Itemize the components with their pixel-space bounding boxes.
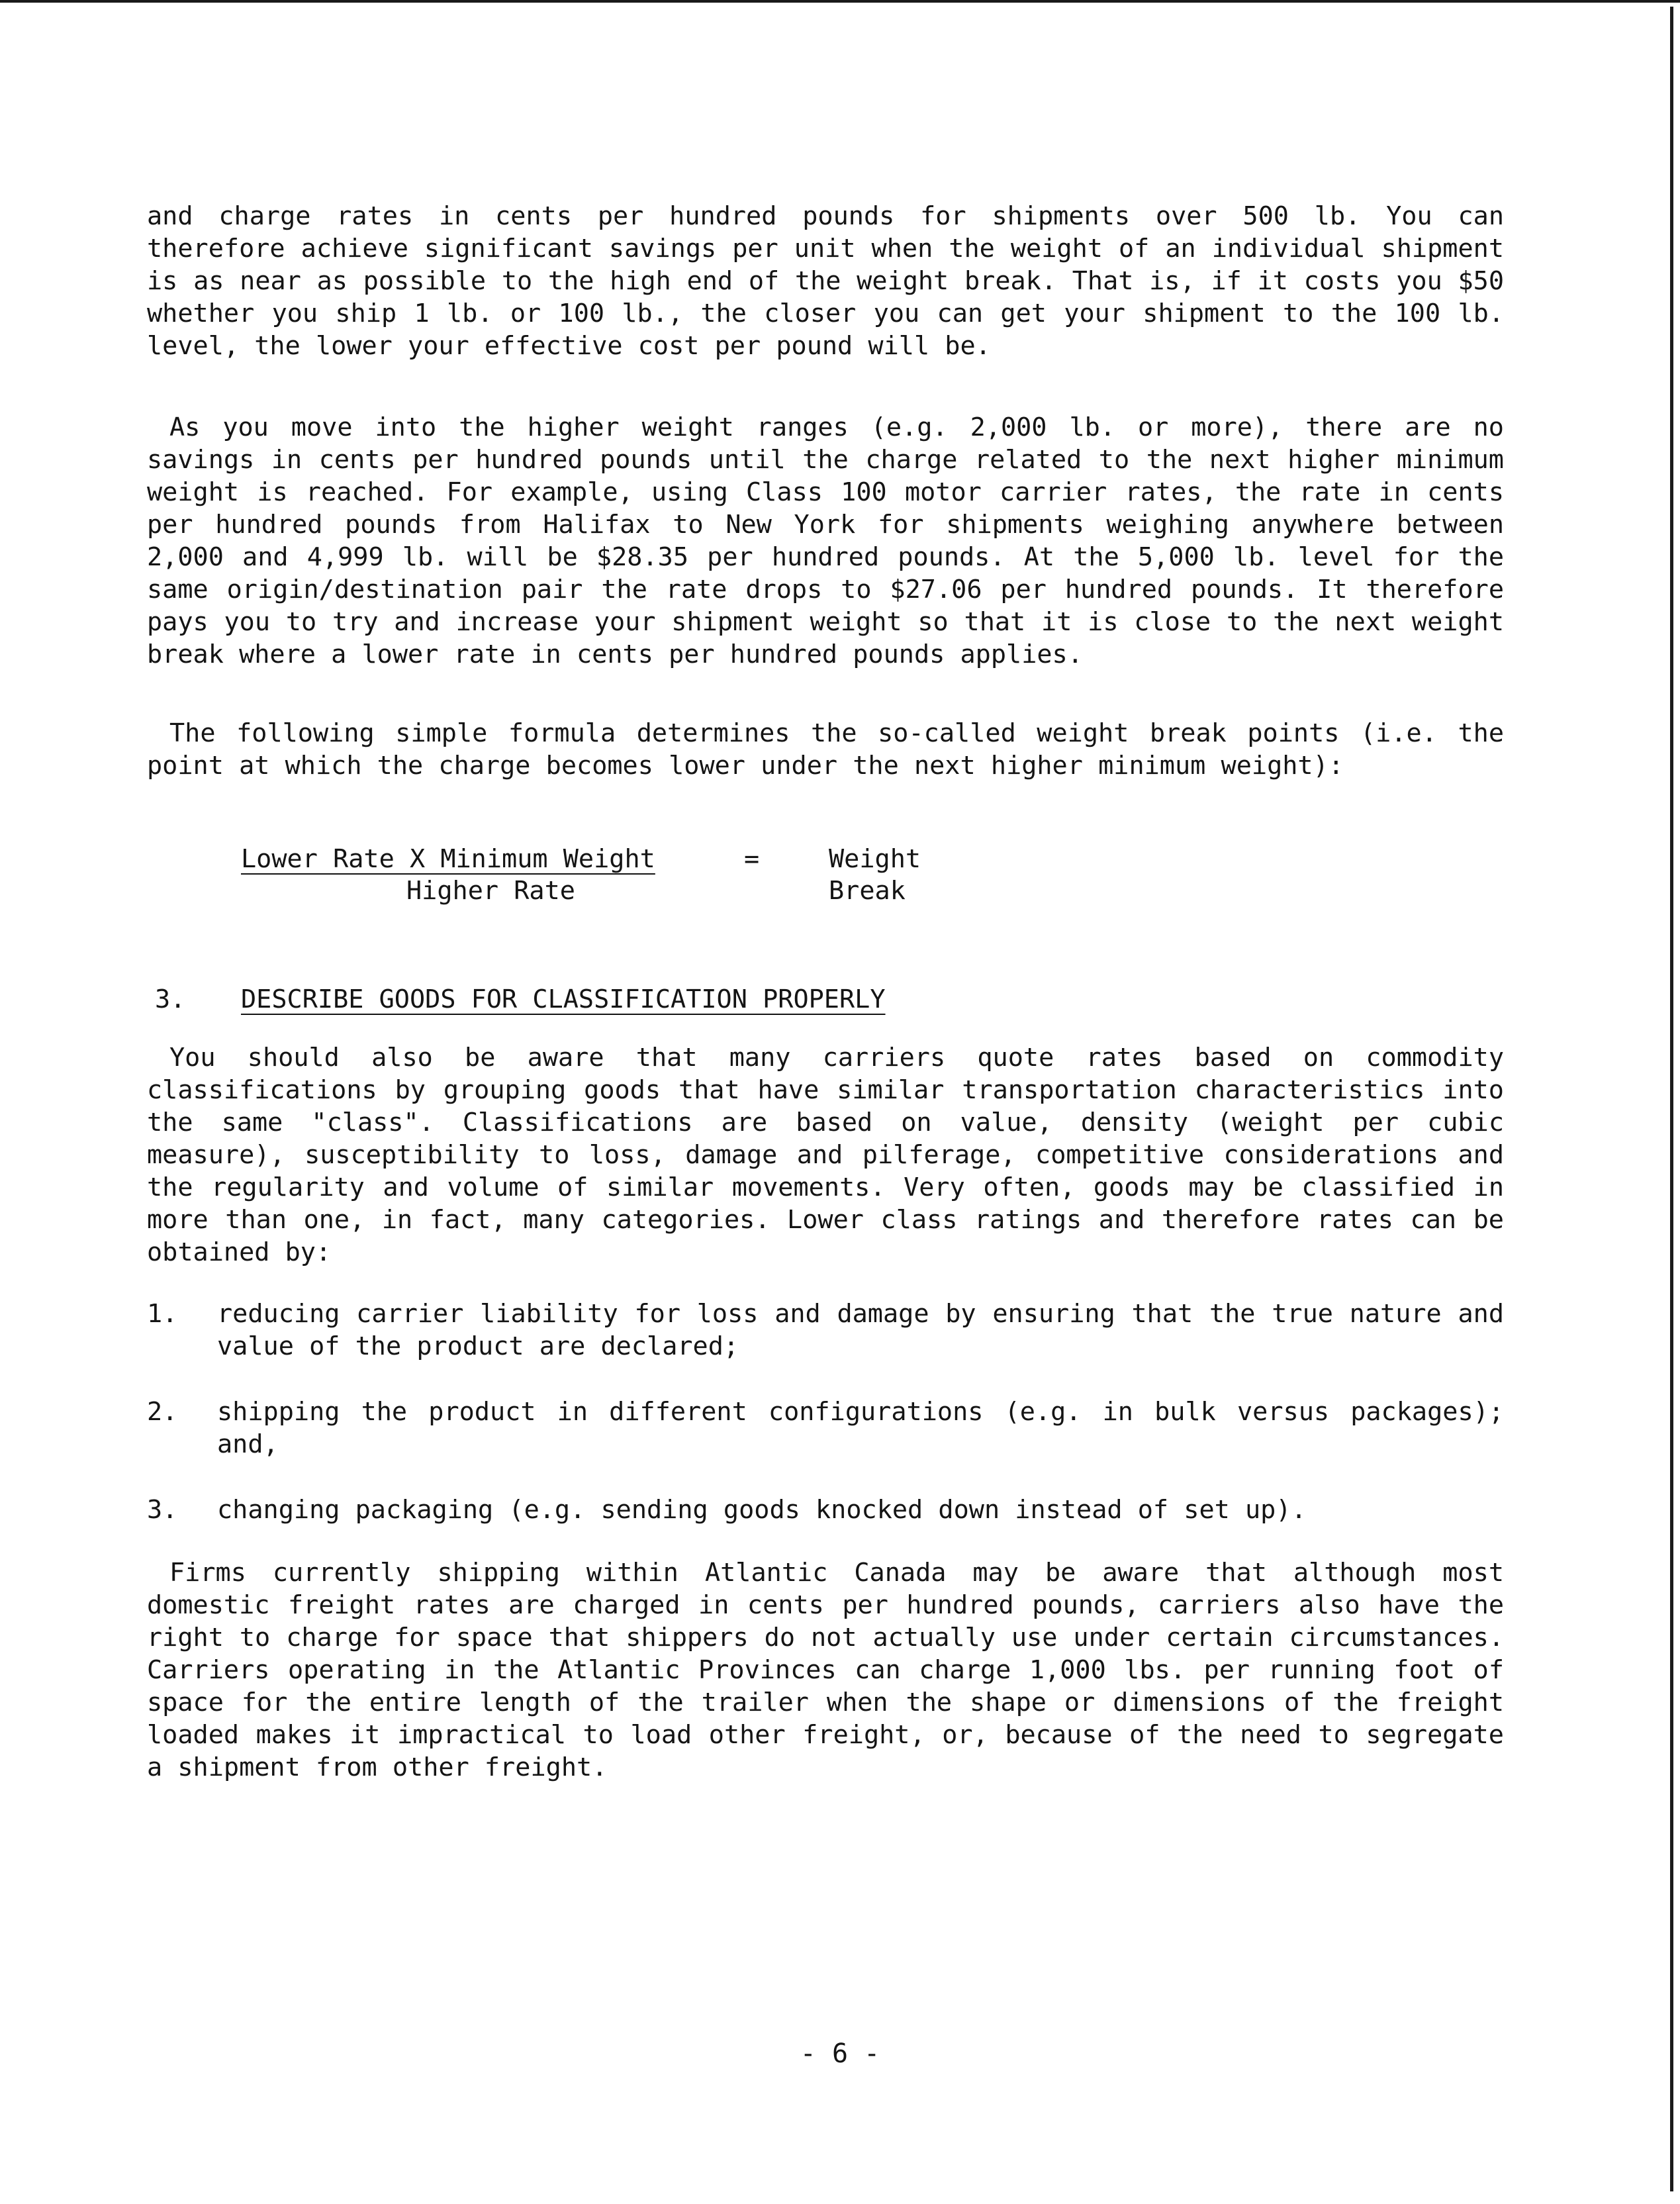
section-number: 3. [155,984,186,1014]
weight-break-formula [147,843,1504,935]
list-item-number: 3. [147,1495,178,1525]
list-item [147,1396,1504,1461]
list-item-text: shipping the product in different configurations (e.g. in bulk versus packages); and, [217,1397,1504,1459]
top-scan-border [0,0,1680,3]
document-page [147,200,1504,1784]
list-item-text: changing packaging (e.g. sending goods knocked down instead of set up). [217,1495,1307,1525]
list-item [147,1494,1504,1526]
page-number: - 6 - [800,2038,880,2069]
section-heading [147,983,1504,1023]
list-item-number: 2. [147,1397,178,1427]
formula-equals-sign: = [744,844,760,874]
list-item-number: 1. [147,1299,178,1329]
list-item-text: reducing carrier liability for loss and damage by ensuring that the true nature and value of the product are declared; [217,1299,1504,1361]
formula-result-line-2: Break [829,876,906,906]
paragraph-weight-savings: and charge rates in cents per hundred pounds for shipments over 500 lb. You can therefore achieve significant savings per unit when the weight of an individual shipment is as near as possible to the high end of the weight break. That is, if it costs you $50 whether you ship 1 lb. or 100 lb., the closer you can get your shipment to the 100 lb. level, the lower your effective cost per pound will be. [147,201,1504,361]
section-title: DESCRIBE GOODS FOR CLASSIFICATION PROPERLY [241,984,886,1014]
paragraph-classification-intro: You should also be aware that many carriers quote rates based on commodity classifications by grouping goods that have similar transportation characteristics into the same "class". Classifications are based on value, density (weight per cubic measure), susceptibility to loss, damage and pilferage, competitive considerations and the regularity and volume of similar movements. Very often, goods may be classified in more than one, in fact, many categories. Lower class ratings and therefore rates can be obtained by: [147,1043,1504,1267]
paragraph-formula-intro: The following simple formula determines the so-called weight break points (i.e. the point at which the charge becomes lower under the next higher minimum weight): [147,718,1504,781]
paragraph-atlantic-canada: Firms currently shipping within Atlantic Canada may be aware that although most domestic freight rates are charged in cents per hundred pounds, carriers also have the right to charge for space that shippers do not actually use under certain circumstances. Carriers operating in the Atlantic Provinces can charge 1,000 lbs. per running foot of space for the entire length of the trailer when the shape or dimensions of the freight loaded makes it impractical to load other freight, or, because of the need to segregate a shipment from other freight. [147,1558,1504,1782]
formula-numerator: Lower Rate X Minimum Weight [241,844,655,874]
formula-result-line-1: Weight [829,844,921,874]
classification-list [147,1298,1504,1526]
formula-denominator: Higher Rate [406,876,575,906]
list-item [147,1298,1504,1363]
right-scan-edge [1670,7,1673,2191]
paragraph-higher-weight-ranges: As you move into the higher weight ranges (e.g. 2,000 lb. or more), there are no savings in cents per hundred pounds until the charge related to the next higher minimum weight is reached. For example, using Class 100 motor carrier rates, the rate in cents per hundred pounds from Halifax to New York for shipments weighing anywhere between 2,000 and 4,999 lb. will be $28.35 per hundred pounds. At the 5,000 lb. level for the same origin/destination pair the rate drops to $27.06 per hundred pounds. It therefore pays you to try and increase your shipment weight so that it is close to the next weight break where a lower rate in cents per hundred pounds applies. [147,412,1504,669]
